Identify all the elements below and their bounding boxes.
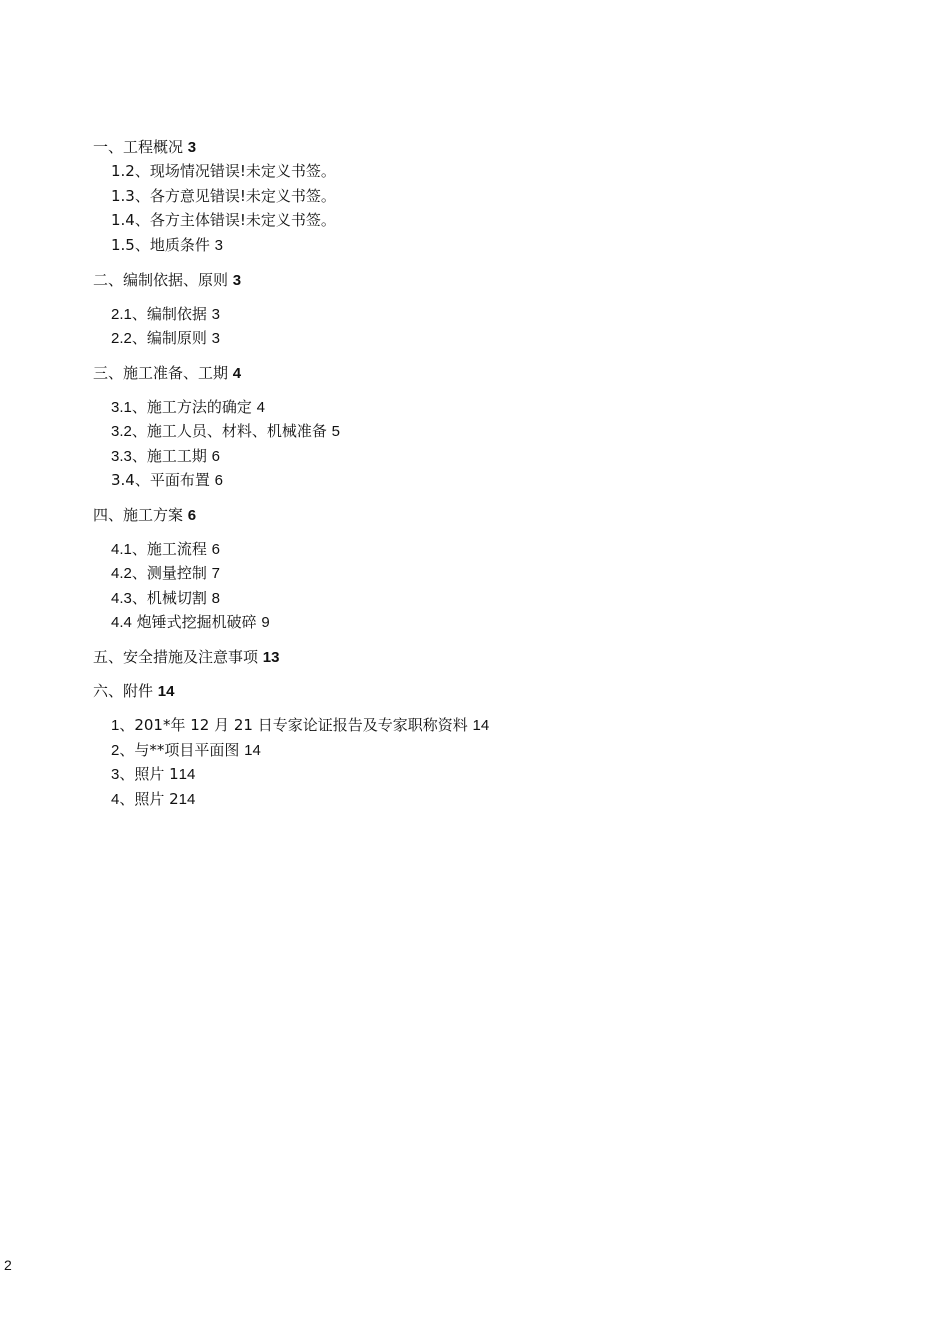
toc-item-3-2[interactable] bbox=[111, 421, 340, 442]
toc-label: 一、工程概况 bbox=[93, 138, 184, 156]
toc-prefix: 3 bbox=[111, 766, 120, 783]
toc-page: 8 bbox=[211, 590, 220, 607]
toc-page: 3 bbox=[211, 306, 220, 323]
toc-label: 平面布置 bbox=[149, 471, 210, 489]
toc-label: 、施工方法的确定 bbox=[131, 398, 252, 416]
toc-item-1-2[interactable] bbox=[111, 161, 336, 181]
toc-attachment-1[interactable] bbox=[111, 715, 489, 736]
toc-page: 14 bbox=[178, 791, 196, 808]
toc-page: 14 bbox=[157, 683, 175, 700]
toc-prefix: 1.5、 bbox=[111, 236, 150, 254]
toc-prefix: 4.2 bbox=[111, 565, 132, 582]
toc-label: 地质条件 bbox=[149, 236, 210, 254]
toc-item-3-3[interactable] bbox=[111, 446, 220, 467]
toc-item-1-3[interactable] bbox=[111, 186, 336, 206]
toc-label: 炮锤式挖掘机破碎 bbox=[131, 613, 257, 631]
toc-section-6[interactable] bbox=[93, 681, 174, 702]
toc-section-4[interactable] bbox=[93, 505, 196, 526]
toc-label: 各方意见错误!未定义书签。 bbox=[149, 187, 336, 205]
toc-prefix: 1.2、 bbox=[111, 162, 150, 180]
toc-page: 13 bbox=[262, 649, 280, 666]
toc-attachment-2[interactable] bbox=[111, 740, 261, 761]
toc-page: 14 bbox=[472, 717, 490, 734]
toc-section-5[interactable] bbox=[93, 647, 279, 668]
toc-label: 、机械切割 bbox=[131, 589, 207, 607]
toc-prefix: 4 bbox=[111, 791, 120, 808]
toc-label: 各方主体错误!未定义书签。 bbox=[149, 211, 336, 229]
toc-item-4-1[interactable] bbox=[111, 539, 220, 560]
toc-section-1[interactable] bbox=[93, 137, 196, 158]
toc-page: 3 bbox=[214, 237, 223, 254]
toc-item-1-4[interactable] bbox=[111, 210, 336, 230]
toc-attachment-4[interactable] bbox=[111, 789, 195, 810]
page-number: 2 bbox=[4, 1257, 12, 1273]
toc-label: 、照片 1 bbox=[119, 765, 179, 783]
toc-page: 14 bbox=[244, 742, 261, 759]
toc-prefix: 1 bbox=[111, 717, 120, 734]
toc-item-3-4[interactable] bbox=[111, 470, 223, 491]
toc-section-2[interactable] bbox=[93, 270, 241, 291]
toc-label: 、测量控制 bbox=[131, 564, 207, 582]
toc-prefix: 4.3 bbox=[111, 590, 132, 607]
toc-prefix: 1.3、 bbox=[111, 187, 150, 205]
toc-prefix: 3.4、 bbox=[111, 471, 150, 489]
toc-page: 3 bbox=[211, 330, 220, 347]
toc-prefix: 2 bbox=[111, 742, 120, 759]
toc-page: 14 bbox=[178, 766, 196, 783]
toc-label: 六、附件 bbox=[93, 682, 154, 700]
toc-page: 6 bbox=[211, 541, 220, 558]
toc-prefix: 2.2 bbox=[111, 330, 132, 347]
toc-item-1-5[interactable] bbox=[111, 235, 223, 256]
toc-prefix: 3.2 bbox=[111, 423, 132, 440]
toc-label: 三、施工准备、工期 bbox=[93, 364, 229, 382]
toc-label: 、编制原则 bbox=[131, 329, 207, 347]
toc-prefix: 1.4、 bbox=[111, 211, 150, 229]
toc-label: 、与**项目平面图 bbox=[119, 741, 240, 759]
toc-section-3[interactable] bbox=[93, 363, 241, 384]
toc-label: 现场情况错误!未定义书签。 bbox=[149, 162, 336, 180]
toc-item-4-4[interactable] bbox=[111, 612, 270, 633]
toc-prefix: 3.3 bbox=[111, 448, 132, 465]
toc-page: 6 bbox=[187, 507, 197, 524]
toc-label: 二、编制依据、原则 bbox=[93, 271, 229, 289]
toc-label: 、201*年 12 月 21 日专家论证报告及专家职称资料 bbox=[119, 716, 468, 734]
toc-label: 、编制依据 bbox=[131, 305, 207, 323]
toc-label: 五、安全措施及注意事项 bbox=[93, 648, 259, 666]
toc-item-4-2[interactable] bbox=[111, 563, 220, 584]
toc-item-2-1[interactable] bbox=[111, 304, 220, 325]
toc-label: 、施工人员、材料、机械准备 bbox=[131, 422, 327, 440]
toc-prefix: 4.1 bbox=[111, 541, 132, 558]
toc-page: 3 bbox=[187, 139, 197, 156]
toc-item-2-2[interactable] bbox=[111, 328, 220, 349]
toc-prefix: 2.1 bbox=[111, 306, 132, 323]
toc-page: 9 bbox=[261, 614, 270, 631]
toc-page: 5 bbox=[331, 423, 340, 440]
toc-prefix: 4.4 bbox=[111, 614, 132, 631]
toc-label: 、施工流程 bbox=[131, 540, 207, 558]
toc-label: 、照片 2 bbox=[119, 790, 179, 808]
toc-label: 四、施工方案 bbox=[93, 506, 184, 524]
toc-attachment-3[interactable] bbox=[111, 764, 195, 785]
toc-page: 3 bbox=[232, 272, 242, 289]
toc-prefix: 3.1 bbox=[111, 399, 132, 416]
toc-item-3-1[interactable] bbox=[111, 397, 265, 418]
toc-page: 7 bbox=[211, 565, 220, 582]
toc-page: 4 bbox=[232, 365, 242, 382]
toc-page: 6 bbox=[211, 448, 220, 465]
toc-page: 6 bbox=[214, 472, 223, 489]
toc-page: 4 bbox=[256, 399, 265, 416]
toc-label: 、施工工期 bbox=[131, 447, 207, 465]
toc-item-4-3[interactable] bbox=[111, 588, 220, 609]
